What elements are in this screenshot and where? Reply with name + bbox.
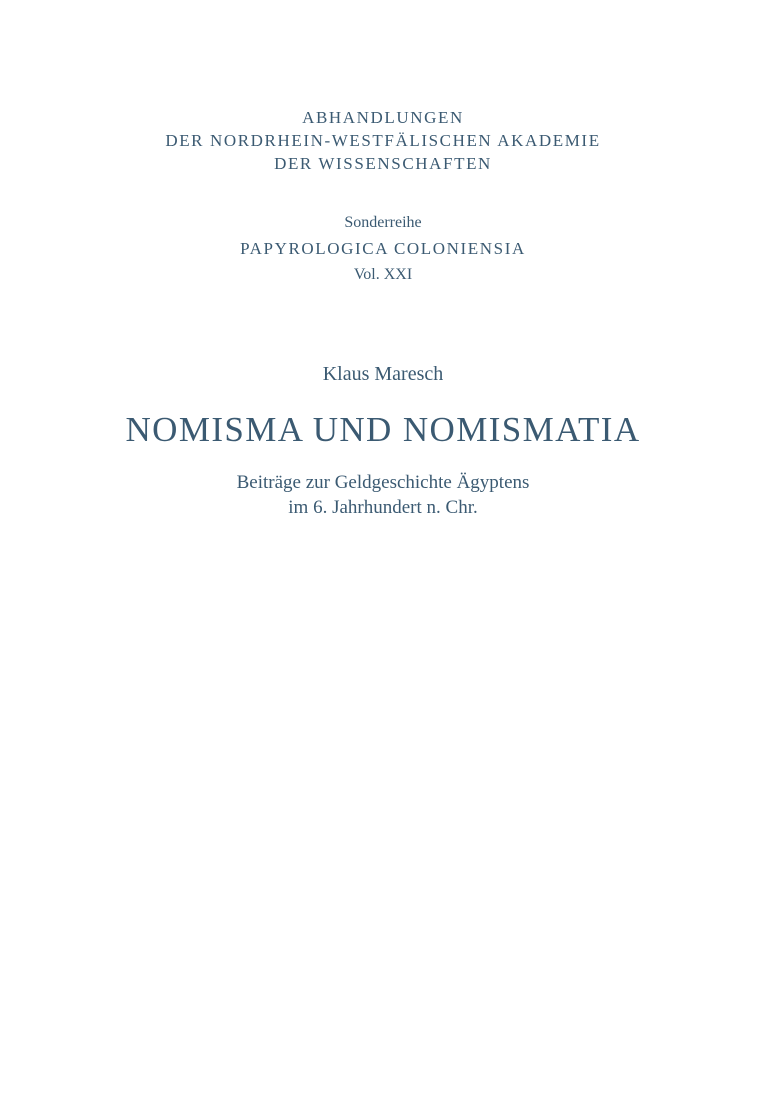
subseries-label: Sonderreihe	[344, 214, 422, 231]
book-subtitle	[0, 470, 766, 520]
author-name: Klaus Maresch	[322, 363, 444, 385]
subtitle-line-2: im 6. Jahrhundert n. Chr.	[288, 497, 478, 518]
series-line-1: ABHANDLUNGEN	[302, 108, 464, 127]
subseries-name: PAPYROLOGICA COLONIENSIA	[240, 239, 526, 258]
subtitle-line-1: Beiträge zur Geldgeschichte Ägyptens	[236, 472, 530, 493]
book-title: NOMISMA UND NOMISMATIA	[125, 410, 641, 449]
series-line-2: DER NORDRHEIN-WESTFÄLISCHEN AKADEMIE	[165, 131, 601, 150]
series-heading	[0, 106, 766, 175]
volume-number: Vol. XXI	[353, 266, 413, 283]
subseries-block	[0, 211, 766, 287]
series-line-3: DER WISSENSCHAFTEN	[274, 154, 492, 173]
